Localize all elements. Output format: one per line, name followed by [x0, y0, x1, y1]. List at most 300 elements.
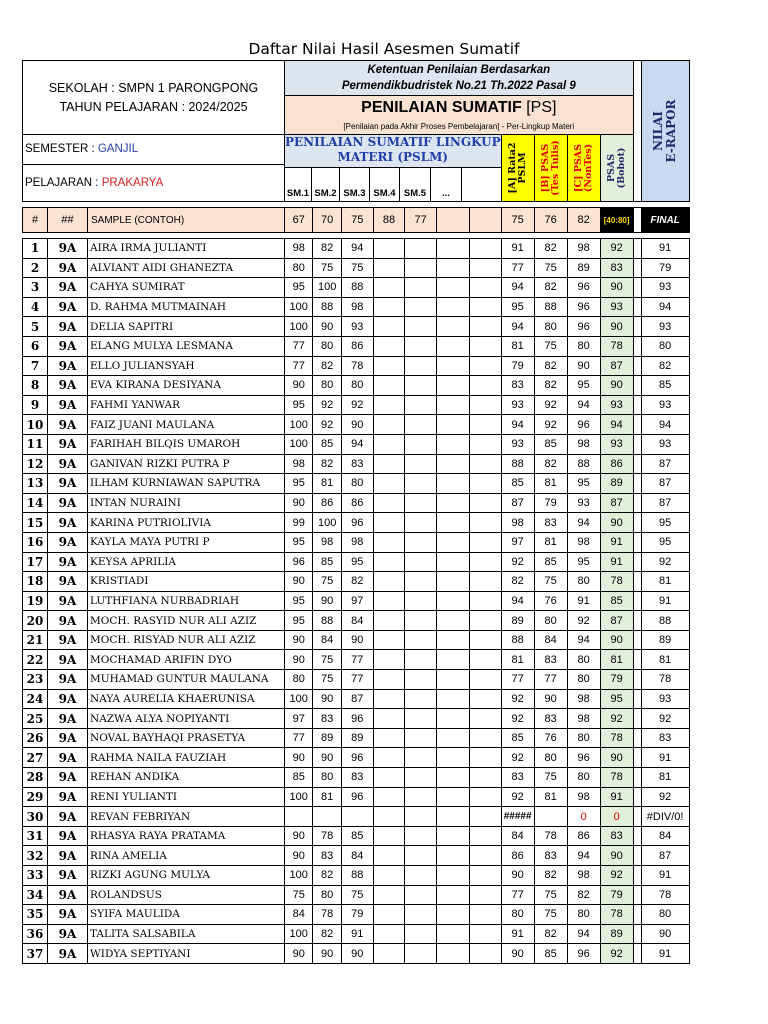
score-sm7: [469, 768, 501, 788]
score-sm3: 91: [341, 924, 373, 944]
student-class: 9A: [48, 826, 88, 846]
final-grade: 87: [641, 454, 689, 474]
avg-pslm: 85: [501, 728, 534, 748]
student-number: 21: [23, 630, 48, 650]
student-class: 9A: [48, 728, 88, 748]
student-name: REHAN ANDIKA: [88, 768, 285, 788]
rule-line-2: Permendikbudristek No.21 Th.2022 Pasal 9: [341, 80, 576, 92]
score-sm3: 86: [341, 336, 373, 356]
score-sm7: [469, 395, 501, 415]
student-name: TALITA SALSABILA: [88, 924, 285, 944]
student-class: 9A: [48, 474, 88, 494]
student-number: 35: [23, 905, 48, 925]
score-sm1: 95: [285, 611, 313, 631]
psas-weighted: 83: [600, 826, 633, 846]
score-sm7: [469, 239, 501, 259]
student-row: [23, 395, 690, 415]
score-sm1: 100: [285, 924, 313, 944]
sample-name: SAMPLE (CONTOH): [88, 208, 285, 233]
psas-nontest: 96: [567, 278, 600, 298]
student-name: GANIVAN RIZKI PUTRA P: [88, 454, 285, 474]
score-sm2: 90: [313, 689, 341, 709]
score-sm2: 75: [313, 258, 341, 278]
psas-nontest: 96: [567, 317, 600, 337]
score-sm4: [373, 709, 405, 729]
psas-nontest: 98: [567, 787, 600, 807]
score-sm3: 96: [341, 513, 373, 533]
sample-sm3: 75: [341, 208, 373, 233]
psas-written: 80: [534, 317, 567, 337]
student-class: 9A: [48, 630, 88, 650]
score-sm5: [405, 415, 437, 435]
student-name: ALVIANT AIDI GHANEZTA: [88, 258, 285, 278]
avg-pslm: 92: [501, 709, 534, 729]
score-sm7: [469, 611, 501, 631]
psas-written: 76: [534, 591, 567, 611]
student-name: ILHAM KURNIAWAN SAPUTRA: [88, 474, 285, 494]
score-sm4: [373, 787, 405, 807]
score-sm3: 75: [341, 258, 373, 278]
sm3-header: SM.3: [340, 168, 370, 201]
score-sm4: [373, 239, 405, 259]
avg-pslm: 83: [501, 376, 534, 396]
score-sm5: [405, 513, 437, 533]
score-sm1: 90: [285, 630, 313, 650]
psas-nontest: 98: [567, 239, 600, 259]
score-sm4: [373, 552, 405, 572]
score-sm7: [469, 807, 501, 827]
avg-pslm: 77: [501, 670, 534, 690]
avg-pslm: 91: [501, 239, 534, 259]
psas-nontest: 98: [567, 866, 600, 886]
student-name: MUHAMAD GUNTUR MAULANA: [88, 670, 285, 690]
score-sm1: 95: [285, 532, 313, 552]
score-sm7: [469, 905, 501, 925]
avg-pslm: 97: [501, 532, 534, 552]
score-sm1: 95: [285, 278, 313, 298]
psas-written: 88: [534, 297, 567, 317]
psas-written: 75: [534, 336, 567, 356]
psas-written: 85: [534, 552, 567, 572]
psas-weighted: 91: [600, 787, 633, 807]
score-sm1: 100: [285, 689, 313, 709]
final-grade: 93: [641, 317, 689, 337]
psas-nontest: 94: [567, 846, 600, 866]
psas-weighted: 95: [600, 689, 633, 709]
final-grade: 80: [641, 905, 689, 925]
psas-written: 82: [534, 454, 567, 474]
score-sm7: [469, 885, 501, 905]
score-sm2: 90: [313, 317, 341, 337]
psas-written: 82: [534, 356, 567, 376]
score-sm3: 88: [341, 866, 373, 886]
score-sm3: 77: [341, 650, 373, 670]
final-grade: 87: [641, 846, 689, 866]
student-number: 7: [23, 356, 48, 376]
score-sm6: [437, 630, 470, 650]
score-sm3: 86: [341, 493, 373, 513]
student-name: MOCH. RASYID NUR ALI AZIZ: [88, 611, 285, 631]
student-number: 31: [23, 826, 48, 846]
final-grade: 95: [641, 513, 689, 533]
psas-nontest: 92: [567, 611, 600, 631]
score-sm7: [469, 297, 501, 317]
sample-weight-range: [40:80]: [600, 208, 633, 233]
score-sm6: [437, 493, 470, 513]
psas-written: 85: [534, 944, 567, 964]
score-sm6: [437, 650, 470, 670]
student-number: 6: [23, 336, 48, 356]
avg-pslm: 92: [501, 552, 534, 572]
student-name: KEYSA APRILIA: [88, 552, 285, 572]
student-number: 37: [23, 944, 48, 964]
student-number: 22: [23, 650, 48, 670]
student-name: KRISTIADI: [88, 572, 285, 592]
final-grade: 93: [641, 434, 689, 454]
sample-sm2: 70: [313, 208, 341, 233]
score-sm5: [405, 885, 437, 905]
score-sm4: [373, 591, 405, 611]
student-number: 11: [23, 434, 48, 454]
rules-block: [285, 61, 634, 135]
score-sm4: [373, 630, 405, 650]
score-sm3: 90: [341, 630, 373, 650]
student-row: [23, 552, 690, 572]
student-class: 9A: [48, 434, 88, 454]
score-sm2: 83: [313, 709, 341, 729]
avg-pslm: 91: [501, 924, 534, 944]
psas-written: [534, 807, 567, 827]
score-sm7: [469, 748, 501, 768]
final-grade: 92: [641, 709, 689, 729]
student-row: [23, 356, 690, 376]
student-name: WIDYA SEPTIYANI: [88, 944, 285, 964]
score-sm5: [405, 572, 437, 592]
student-name: DELIA SAPITRI: [88, 317, 285, 337]
psas-weighted: 90: [600, 513, 633, 533]
page-title: Daftar Nilai Hasil Asesmen Sumatif: [248, 40, 520, 58]
psas-written: 82: [534, 239, 567, 259]
score-sm4: [373, 924, 405, 944]
avg-pslm: 85: [501, 474, 534, 494]
score-sm6: [437, 924, 470, 944]
psas-nontest: 96: [567, 415, 600, 435]
avg-pslm: 92: [501, 748, 534, 768]
score-sm7: [469, 709, 501, 729]
score-sm3: 80: [341, 376, 373, 396]
score-sm4: [373, 336, 405, 356]
avg-pslm: 86: [501, 846, 534, 866]
score-sm3: 96: [341, 748, 373, 768]
student-row: [23, 454, 690, 474]
student-row: [23, 317, 690, 337]
score-sm5: [405, 944, 437, 964]
avg-pslm: 94: [501, 591, 534, 611]
avg-pslm: 83: [501, 768, 534, 788]
score-sm4: [373, 846, 405, 866]
psas-weighted: 91: [600, 532, 633, 552]
psas-written: 81: [534, 474, 567, 494]
score-sm5: [405, 670, 437, 690]
grade-sheet: [22, 60, 690, 964]
student-row: [23, 239, 690, 259]
student-class: 9A: [48, 670, 88, 690]
score-sm5: [405, 689, 437, 709]
final-grade: 81: [641, 572, 689, 592]
score-sm2: 84: [313, 630, 341, 650]
score-sm2: 82: [313, 356, 341, 376]
avg-pslm: 92: [501, 689, 534, 709]
score-sm2: 89: [313, 728, 341, 748]
student-class: 9A: [48, 395, 88, 415]
sample-cls: ##: [48, 208, 88, 233]
student-row: [23, 944, 690, 964]
sm1-header: SM.1: [285, 168, 312, 201]
score-sm5: [405, 454, 437, 474]
score-sm2: 80: [313, 336, 341, 356]
student-row: [23, 728, 690, 748]
score-sm2: 75: [313, 650, 341, 670]
score-sm7: [469, 336, 501, 356]
psas-weighted: 90: [600, 376, 633, 396]
psas-written: 83: [534, 650, 567, 670]
student-row: [23, 591, 690, 611]
psas-written: 82: [534, 924, 567, 944]
score-sm3: 88: [341, 278, 373, 298]
psas-nontest: 80: [567, 336, 600, 356]
score-sm3: 95: [341, 552, 373, 572]
student-name: INTAN NURAINI: [88, 493, 285, 513]
student-name: ROLANDSUS: [88, 885, 285, 905]
score-sm5: [405, 591, 437, 611]
score-sm1: 100: [285, 787, 313, 807]
student-class: 9A: [48, 513, 88, 533]
score-sm7: [469, 689, 501, 709]
ps-title: PENILAIAN SUMATIF [PS]: [285, 95, 633, 120]
score-sm5: [405, 866, 437, 886]
score-sm5: [405, 532, 437, 552]
score-sm4: [373, 866, 405, 886]
student-class: 9A: [48, 591, 88, 611]
score-sm2: 75: [313, 572, 341, 592]
score-sm3: 96: [341, 709, 373, 729]
psas-nontest: 94: [567, 630, 600, 650]
psas-written: 80: [534, 748, 567, 768]
score-sm7: [469, 846, 501, 866]
score-sm2: 80: [313, 376, 341, 396]
score-sm2: 81: [313, 787, 341, 807]
score-sm1: 90: [285, 376, 313, 396]
student-row: [23, 768, 690, 788]
student-name: SYIFA MAULIDA: [88, 905, 285, 925]
psas-nontest: 98: [567, 709, 600, 729]
score-sm4: [373, 728, 405, 748]
student-row: [23, 415, 690, 435]
student-number: 18: [23, 572, 48, 592]
score-sm4: [373, 317, 405, 337]
student-number: 8: [23, 376, 48, 396]
final-grade: 81: [641, 650, 689, 670]
student-class: 9A: [48, 709, 88, 729]
psas-nontest: 96: [567, 297, 600, 317]
final-grade: 93: [641, 278, 689, 298]
student-row: [23, 670, 690, 690]
final-grade: 78: [641, 885, 689, 905]
score-sm3: 77: [341, 670, 373, 690]
student-class: 9A: [48, 807, 88, 827]
avg-pslm: 94: [501, 415, 534, 435]
psas-written: 83: [534, 709, 567, 729]
score-sm1: 90: [285, 826, 313, 846]
psas-written: 75: [534, 572, 567, 592]
score-sm5: [405, 297, 437, 317]
score-sm3: [341, 807, 373, 827]
psas-nontest: 0: [567, 807, 600, 827]
score-sm5: [405, 239, 437, 259]
score-sm5: [405, 905, 437, 925]
student-name: NAYA AURELIA KHAERUNISA: [88, 689, 285, 709]
final-grade: 88: [641, 611, 689, 631]
psas-weighted: 89: [600, 474, 633, 494]
score-sm1: 75: [285, 885, 313, 905]
score-sm1: 95: [285, 395, 313, 415]
final-grade: 93: [641, 395, 689, 415]
student-row: [23, 885, 690, 905]
score-sm4: [373, 885, 405, 905]
score-sm6: [437, 278, 470, 298]
score-sm1: 90: [285, 650, 313, 670]
student-number: 17: [23, 552, 48, 572]
avg-pslm: 88: [501, 630, 534, 650]
final-grade: 91: [641, 239, 689, 259]
score-sm2: 100: [313, 513, 341, 533]
sm-extra-header: [462, 168, 501, 201]
score-sm7: [469, 317, 501, 337]
final-grade: 94: [641, 415, 689, 435]
student-class: 9A: [48, 493, 88, 513]
score-sm1: [285, 807, 313, 827]
student-name: ELLO JULIANSYAH: [88, 356, 285, 376]
score-sm4: [373, 944, 405, 964]
school-info: [23, 61, 285, 135]
student-number: 4: [23, 297, 48, 317]
score-sm6: [437, 513, 470, 533]
psas-weighted: 90: [600, 317, 633, 337]
score-sm5: [405, 434, 437, 454]
score-sm1: 99: [285, 513, 313, 533]
score-sm4: [373, 415, 405, 435]
score-sm6: [437, 826, 470, 846]
score-sm6: [437, 905, 470, 925]
student-row: [23, 434, 690, 454]
pslm-header: PENILAIAN SUMATIF LINGKUP MATERI (PSLM) SM.1 SM.2 SM.3 SM.4 SM.5 ...: [285, 135, 502, 202]
avg-pslm: 95: [501, 297, 534, 317]
sm-more-header: ...: [431, 168, 462, 201]
score-sm7: [469, 415, 501, 435]
score-sm6: [437, 866, 470, 886]
score-sm4: [373, 376, 405, 396]
score-sm1: 100: [285, 415, 313, 435]
score-sm6: [437, 846, 470, 866]
score-sm4: [373, 572, 405, 592]
sample-sm6: [437, 208, 470, 233]
student-number: 14: [23, 493, 48, 513]
final-grade: 87: [641, 474, 689, 494]
student-class: 9A: [48, 924, 88, 944]
student-class: 9A: [48, 532, 88, 552]
student-row: [23, 924, 690, 944]
score-sm1: 77: [285, 336, 313, 356]
student-class: 9A: [48, 611, 88, 631]
sample-row: [23, 208, 690, 233]
score-sm7: [469, 454, 501, 474]
student-name: RINA AMELIA: [88, 846, 285, 866]
student-class: 9A: [48, 787, 88, 807]
final-grade: 78: [641, 670, 689, 690]
score-sm2: 82: [313, 866, 341, 886]
psas-written-header: [B] PSAS (Tes Tulis): [534, 135, 567, 202]
score-sm2: 88: [313, 611, 341, 631]
psas-weighted: 89: [600, 924, 633, 944]
student-class: 9A: [48, 278, 88, 298]
score-sm4: [373, 297, 405, 317]
psas-written: 75: [534, 768, 567, 788]
score-sm4: [373, 278, 405, 298]
score-sm6: [437, 885, 470, 905]
student-class: 9A: [48, 317, 88, 337]
psas-weighted: 92: [600, 944, 633, 964]
psas-written: 83: [534, 513, 567, 533]
final-grade: 91: [641, 866, 689, 886]
sample-b: 76: [534, 208, 567, 233]
score-sm5: [405, 787, 437, 807]
psas-weighted: 90: [600, 278, 633, 298]
avg-pslm: 77: [501, 885, 534, 905]
score-sm3: 79: [341, 905, 373, 925]
student-table-body: [23, 239, 690, 964]
student-number: 3: [23, 278, 48, 298]
score-sm1: 77: [285, 728, 313, 748]
psas-nontest: 95: [567, 376, 600, 396]
psas-weighted: 87: [600, 356, 633, 376]
student-row: [23, 493, 690, 513]
score-sm7: [469, 376, 501, 396]
avg-pslm: 81: [501, 650, 534, 670]
final-grade: 91: [641, 944, 689, 964]
score-sm4: [373, 474, 405, 494]
avg-pslm: 93: [501, 434, 534, 454]
psas-written: 81: [534, 787, 567, 807]
score-sm1: 95: [285, 591, 313, 611]
score-sm3: 83: [341, 454, 373, 474]
student-row: [23, 748, 690, 768]
student-class: 9A: [48, 885, 88, 905]
student-class: 9A: [48, 258, 88, 278]
score-sm3: 94: [341, 239, 373, 259]
score-sm5: [405, 826, 437, 846]
student-class: 9A: [48, 297, 88, 317]
score-sm2: 81: [313, 474, 341, 494]
score-sm6: [437, 709, 470, 729]
psas-weighted: 92: [600, 239, 633, 259]
psas-weighted: 92: [600, 866, 633, 886]
psas-nontest: 80: [567, 768, 600, 788]
score-sm3: 90: [341, 415, 373, 435]
psas-weighted: 78: [600, 728, 633, 748]
score-sm2: 92: [313, 415, 341, 435]
psas-weighted: 78: [600, 905, 633, 925]
sm4-header: SM.4: [370, 168, 400, 201]
